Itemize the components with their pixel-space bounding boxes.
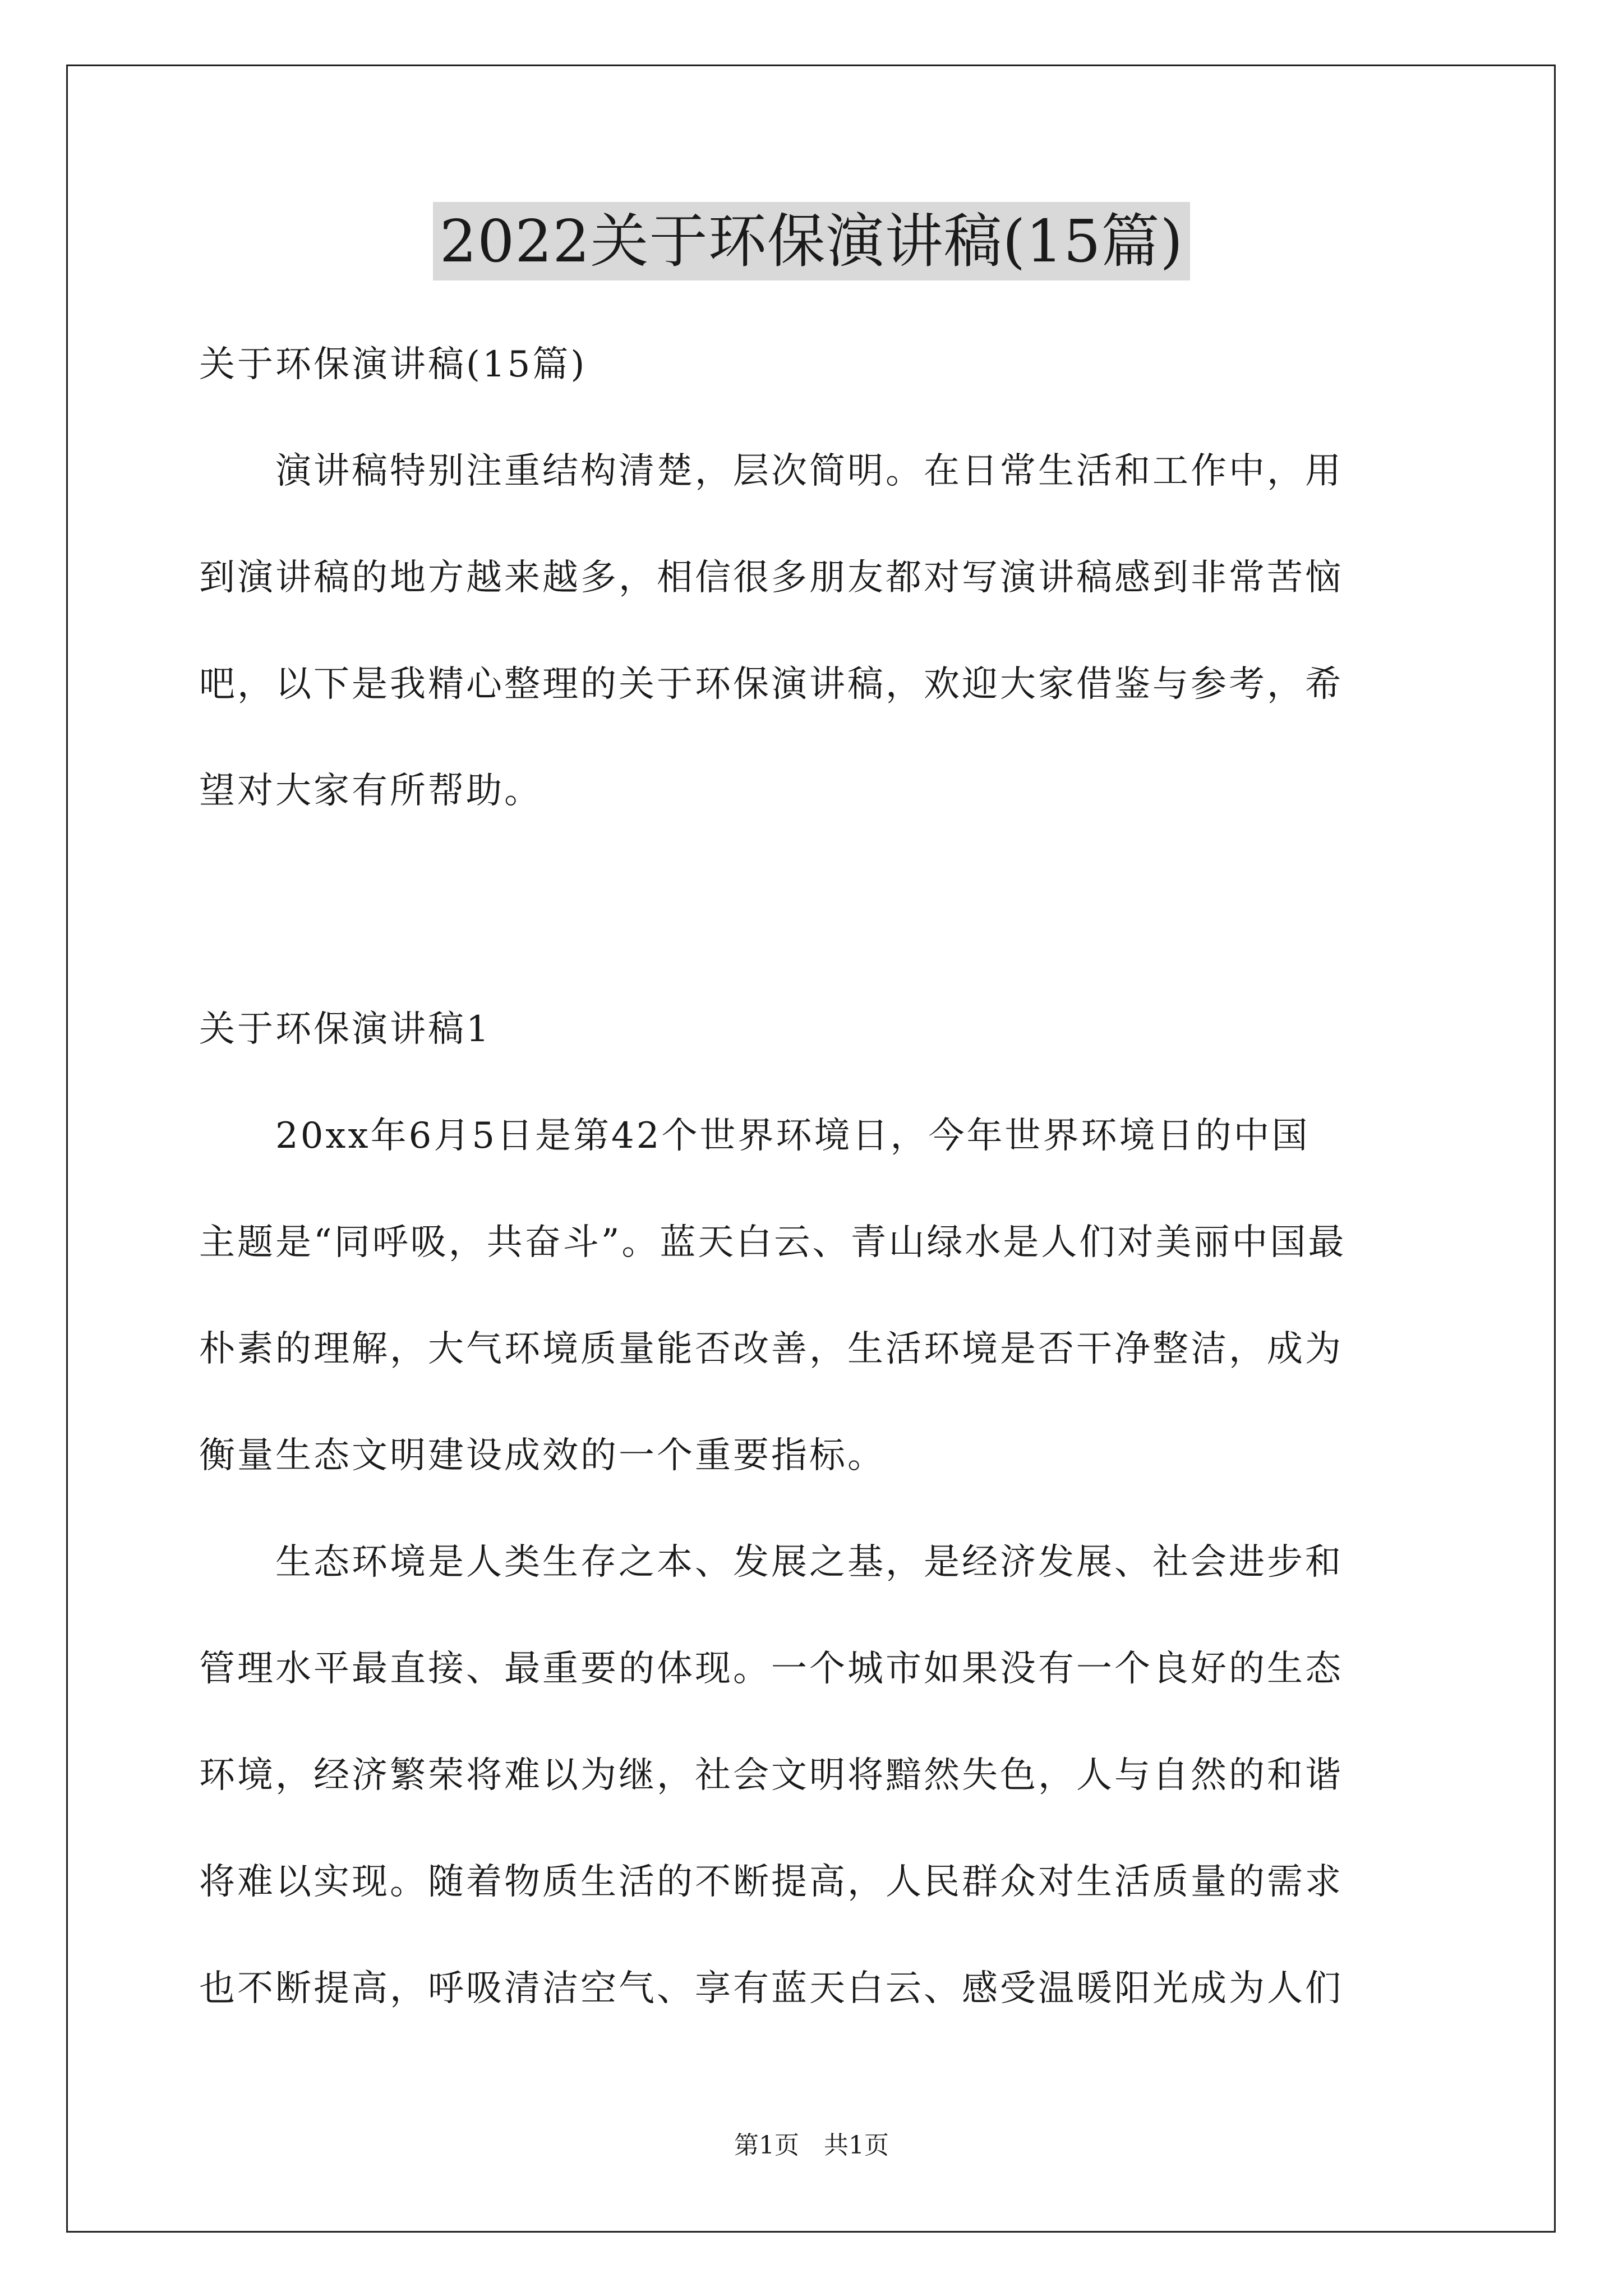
title-container [0, 202, 1623, 280]
document-body-top [199, 311, 1427, 844]
intro-line: 吧，以下是我精心整理的关于环保演讲稿，欢迎大家借鉴与参考，希 [199, 664, 1343, 705]
document-body-section [199, 976, 1427, 2042]
paragraph-line: 管理水平最直接、最重要的体现。一个城市如果没有一个良好的生态 [199, 1648, 1343, 1690]
intro-line: 到演讲稿的地方越来越多，相信很多朋友都对写演讲稿感到非常苦恼 [199, 557, 1343, 599]
paragraph-line: 生态环境是人类生存之本、发展之基，是经济发展、社会进步和 [199, 1542, 1343, 1583]
paragraph-line: 环境，经济繁荣将难以为继，社会文明将黯然失色，人与自然的和谐 [199, 1755, 1343, 1796]
section-heading: 关于环保演讲稿1 [199, 1009, 491, 1050]
page-footer: 第1页 共1页 [734, 2131, 889, 2160]
paragraph-line: 也不断提高，呼吸清洁空气、享有蓝天白云、感受温暖阳光成为人们 [199, 1968, 1343, 2009]
paragraph-line: 将难以实现。随着物质生活的不断提高，人民群众对生活质量的需求 [199, 1861, 1343, 1903]
intro-line: 望对大家有所帮助。 [199, 770, 542, 812]
document-title: 2022关于环保演讲稿(15篇) [433, 202, 1190, 280]
document-subtitle: 关于环保演讲稿(15篇) [199, 344, 587, 385]
intro-line: 演讲稿特别注重结构清楚，层次简明。在日常生活和工作中，用 [199, 450, 1343, 492]
paragraph-line: 衡量生态文明建设成效的一个重要指标。 [199, 1435, 886, 1476]
paragraph-line: 朴素的理解，大气环境质量能否改善，生活环境是否干净整洁，成为 [199, 1328, 1343, 1370]
paragraph-line: 20xx年6月5日是第42个世界环境日，今年世界环境日的中国 [199, 1115, 1310, 1157]
paragraph-line: 主题是“同呼吸，共奋斗”。蓝天白云、青山绿水是人们对美丽中国最 [199, 1222, 1347, 1263]
